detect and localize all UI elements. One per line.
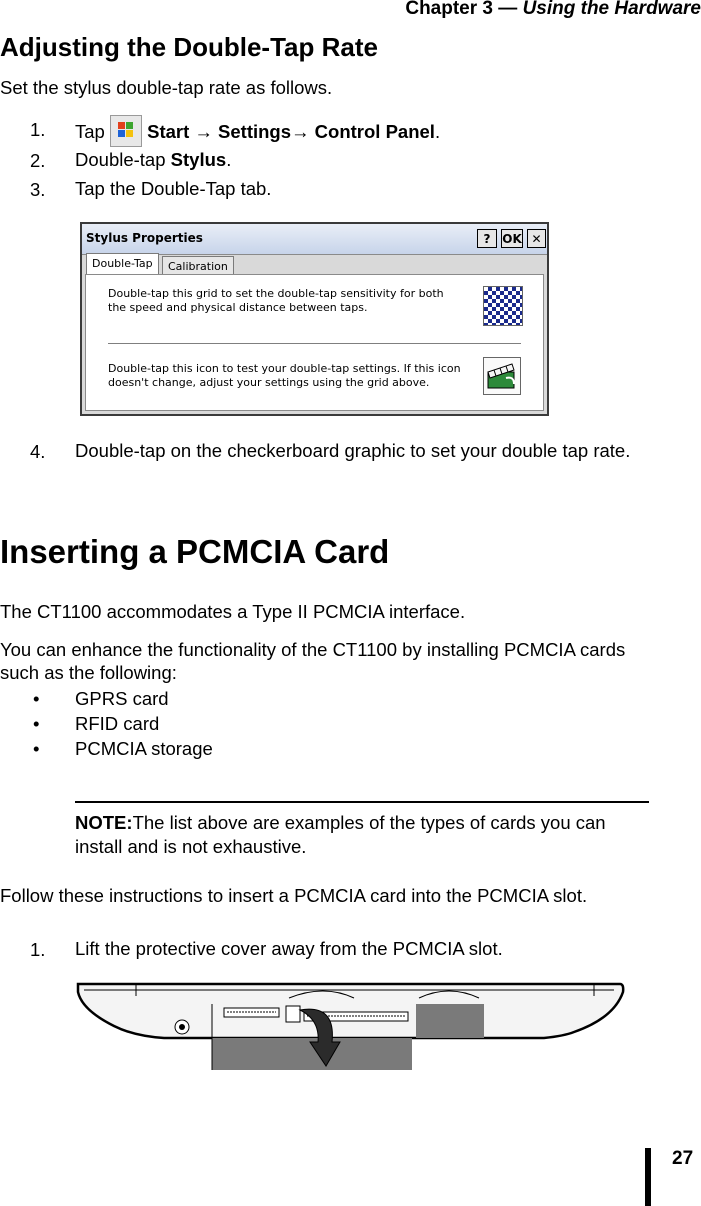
double-tap-checkerboard[interactable] [483, 286, 523, 326]
chapter-title: Using the Hardware [522, 0, 701, 19]
tap-word: Tap [75, 120, 105, 142]
period: . [434, 120, 441, 142]
page-number: 27 [672, 1148, 694, 1169]
arrow: → [194, 120, 213, 142]
step-2-text [75, 148, 231, 172]
period: . [226, 149, 232, 170]
step-number: 2. [30, 150, 46, 171]
dialog-title: Stylus Properties [86, 231, 203, 245]
section-heading-double-tap: Adjusting the Double-Tap Rate [0, 32, 378, 62]
close-button[interactable]: ✕ [527, 229, 546, 248]
dialog-titlebar [82, 224, 547, 255]
arrow: → [291, 120, 310, 142]
note-text: The list above are examples of the types of cards you can install and is not exhaustive. [75, 812, 606, 857]
list-item: RFID card [75, 713, 160, 734]
tab-calibration[interactable]: Calibration [162, 256, 234, 276]
list-item: GPRS card [75, 688, 169, 709]
step-number: 1. [30, 939, 46, 960]
step-lift-cover: Lift the protective cover away from the PCMCIA slot. [75, 938, 503, 959]
help-button[interactable]: ? [477, 229, 497, 248]
step-2-lead: Double-tap [75, 149, 171, 170]
tab-double-tap[interactable]: Double-Tap [86, 253, 159, 276]
paragraph-interface: The CT1100 accommodates a Type II PCMCIA interface. [0, 601, 466, 622]
windows-start-icon [110, 115, 142, 147]
settings-label: Settings [218, 120, 292, 142]
note-rule [75, 801, 649, 803]
ok-button[interactable]: OK [501, 229, 523, 248]
step-3-text: Tap the Double-Tap tab. [75, 178, 272, 199]
step-number: 3. [30, 179, 46, 200]
section-heading-pcmcia: Inserting a PCMCIA Card [0, 533, 390, 570]
intro-paragraph: Set the stylus double-tap rate as follows. [0, 77, 333, 98]
bullet-mark: • [33, 688, 40, 709]
step-number: 1. [30, 119, 46, 140]
paragraph-enhance: You can enhance the functionality of the CT1100 by installing PCMCIA cards such as the following: [0, 639, 626, 683]
start-label: Start [147, 120, 190, 142]
control-panel-label: Control Panel [314, 120, 435, 142]
bullet-mark: • [33, 713, 40, 734]
chapter-label: Chapter 3 — [405, 0, 523, 19]
step-1-text [75, 117, 440, 149]
note-block [75, 811, 650, 859]
divider [108, 343, 521, 344]
grid-instruction-line2: the speed and physical distance between taps. [108, 301, 368, 314]
clapperboard-test-icon[interactable] [483, 357, 521, 395]
grid-instruction-line1: Double-tap this grid to set the double-tap sensitivity for both [108, 287, 444, 300]
pcmcia-slot-illustration [74, 976, 626, 1072]
bullet-mark: • [33, 738, 40, 759]
page-number-bar [645, 1148, 651, 1206]
step-4-text: Double-tap on the checkerboard graphic to set your double tap rate. [75, 440, 631, 461]
stylus-properties-dialog [80, 222, 549, 416]
paragraph-instructions: Follow these instructions to insert a PCMCIA card into the PCMCIA slot. [0, 885, 588, 906]
list-item: PCMCIA storage [75, 738, 213, 759]
note-label: NOTE: [75, 812, 133, 833]
running-header [405, 0, 701, 20]
test-instruction-line2: doesn't change, adjust your settings using the grid above. [108, 376, 430, 389]
test-instruction-line1: Double-tap this icon to test your double-tap settings. If this icon [108, 362, 461, 375]
stylus-label: Stylus [170, 149, 227, 170]
step-number: 4. [30, 441, 46, 462]
